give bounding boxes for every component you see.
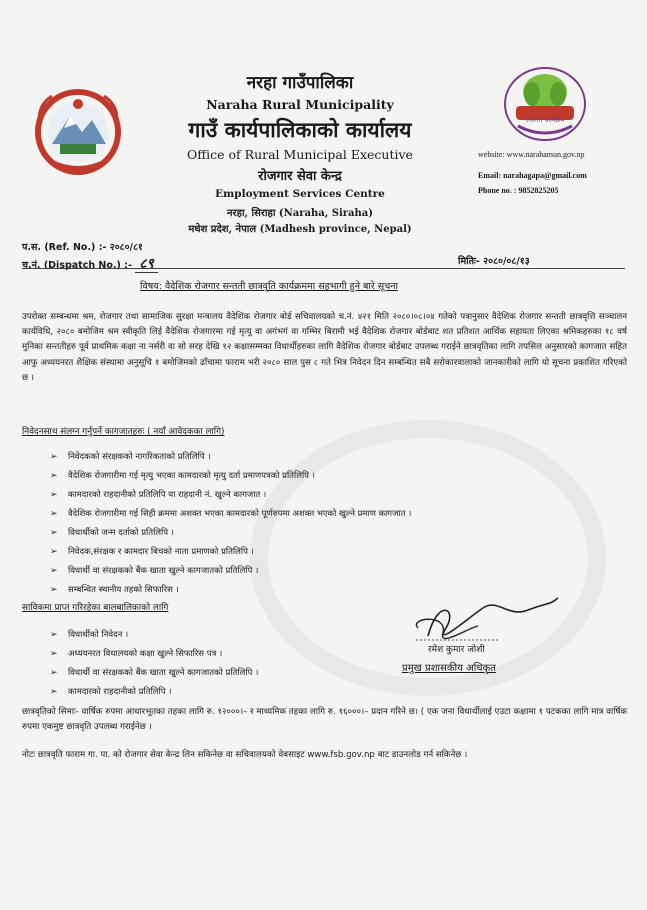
nepal-emblem-icon [30, 86, 126, 178]
email-text: Email: narahagapa@gmail.com [478, 171, 587, 180]
arrow-bullet-icon: ➢ [50, 687, 58, 697]
new-applicants-heading: निवेदनसाथ संलग्न गर्नुपर्ने कागजातहरुः ( नयाँ आवेदकका लागि) [22, 427, 225, 437]
arrow-bullet-icon: ➢ [50, 649, 58, 659]
arrow-bullet-icon: ➢ [50, 471, 58, 481]
arrow-bullet-icon: ➢ [50, 547, 58, 557]
list-item: ➢ सम्बन्धित स्थानीय तहको सिफारिस । [50, 581, 411, 600]
header-divider [22, 268, 625, 269]
arrow-bullet-icon: ➢ [50, 452, 58, 462]
list-item: ➢ अध्ययनरत विधालयको कक्षा खुल्ने सिफारिस पत्र । [50, 645, 258, 664]
note-paragraph: नोटः छात्रवृति फाराम गा. पा. को रोजगार सेवा केन्द्र लिन सकिनेछ वा सचिवालयको वेबसाइट www.fsb.gov.np बाट डाउनलोड गर्न सकिनेछ । [22, 750, 468, 760]
dispatch-label: च.नं. (Dispatch No.) :- [22, 260, 132, 271]
employment-program-logo-icon [502, 64, 588, 144]
list-item: ➢ विधार्थी वा संरक्षकको बैंक खाता खुल्ने कागजातको प्रतिलिपि । [50, 562, 411, 581]
phone-text: Phone no. : 9852825205 [478, 186, 559, 195]
existing-students-heading: साविकमा प्राप्त गरिरहेका बालबालिकाको लागि [22, 603, 169, 613]
arrow-bullet-icon: ➢ [50, 566, 58, 576]
arrow-bullet-icon: ➢ [50, 490, 58, 500]
dispatch-number [22, 254, 158, 273]
signatory-title: प्रमुख प्रशासकीय अधिकृत [402, 663, 496, 674]
municipality-name-np: नरहा गाउँपालिका [246, 73, 354, 93]
signatory-name: रमेश कुमार जोशी [428, 645, 485, 655]
scholarship-limit-paragraph: छात्रवृतिको सिमाः- वार्षिक रुपमा आधारभूतका तहका लागि रु. १२०००।– र माध्यमिक तहका लागि रु. १६०००।– प्रदान गरिने छ। ( एक जना विधार्थीलाई एउटा कक्षामा १ पटकका लागि मात्र वार्षिक रुपमा एकमुष्ट छात्रवृति उपलब्ध गराईनेछ । [22, 707, 627, 733]
notice-date: मितिः- २०८०/०८/१३ [458, 256, 530, 267]
logo-caption: रोजगार कार्यक्रम [525, 116, 565, 124]
new-applicants-list [50, 448, 411, 600]
body-paragraph: उपरोक्त सम्बन्धमा श्रम, रोजगार तथा सामाजिक सुरक्षा मन्त्रालय वैदेशिक रोजगार बोर्ड सचिवालयको च.नं. ४२१ मिति २०८०।०८।०४ गतेको पत्रानुसार वैदेशिक रोजगार सन्तती छात्रवृत्ति सञ्चालन कार्यविधि, २०८० बमोजिम श्रम स्वीकृति लिई वैदेशिक रोजगारमा गई मृत्यु वा अगंभगं वा गम्भिर बिरामी भई वैदेशिक रोजगार बोर्डबाट शत प्रतिशत आर्थिक सहायता लिएका श्रमिकहरुका १८ वर्ष मुनिका सन्ततीहरु पूर्व प्राथमिक कक्षा ना नर्सरी वा सो सरह देखि १२ कक्षासम्मका विधार्थीहरुका लागि वैदेशिक रोजगार बोर्डबाट उपलब्ध गराईने छात्रवृतिका लागि तपसिल अनुसारको कागजात सहित आफु अध्ययनरत शैक्षिक संस्थामा अनुसूचि १ बमोजिमको ढाँचामा फाराम भरी २०८० साल पुस ८ गते भित्र निवेदन दिन सम्बन्धित सबै सरोकारवालाको जानकारीको लागि यो सूचना प्रकाशित गरिएको छ । [22, 312, 627, 383]
website-text: website: www.narahamun.gov.np [478, 150, 585, 159]
office-name-np: गाउँ कार्यपालिकाको कार्यालय [188, 118, 412, 142]
existing-students-list [50, 626, 258, 702]
office-name-en: Office of Rural Municipal Executive [187, 147, 413, 162]
arrow-bullet-icon: ➢ [50, 528, 58, 538]
subject-line: विषय: वैदेशिक रोजगार सन्तती छात्रवृति कार्यक्रममा सहभागी हुने बारे सूचना [140, 281, 398, 292]
list-item: ➢ विधार्थीको जन्म दर्ताको प्रतिलिपि । [50, 524, 411, 543]
address: नरहा, सिराहा (Naraha, Siraha) [227, 208, 373, 219]
arrow-bullet-icon: ➢ [50, 630, 58, 640]
centre-name-np: रोजगार सेवा केन्द्र [258, 169, 342, 184]
municipality-name-en: Naraha Rural Municipality [206, 97, 394, 112]
arrow-bullet-icon: ➢ [50, 509, 58, 519]
list-item: ➢ कामदारको राहदानीको प्रतिलिपि या राहदानी नं. खुल्ने कागजात । [50, 486, 411, 505]
list-item: ➢ वैदेशिक रोजगारीमा गई सिही क्रममा अशक्त भएका कामदारको पूर्णरुपमा अशक्त भएको खुल्ने प्रमाण कागजात । [50, 505, 411, 524]
list-item: ➢ विधार्थीको निवेदन । [50, 626, 258, 645]
list-item: ➢ विधार्थी वा संरक्षकको बैंक खाता खुल्ने कागजातको प्रतिलिपि । [50, 664, 258, 683]
list-item: ➢ निवेदकको संरक्षकको नागरिकताको प्रतिलिपि । [50, 448, 411, 467]
province: मधेश प्रदेश, नेपाल (Madhesh province, Nepal) [188, 224, 412, 235]
list-item: ➢ वैदेशिक रोजगारीमा गई मृत्यु भएका कामदारको मृत्यु दर्ता प्रमाणपत्रको प्रतिलिपि । [50, 467, 411, 486]
list-item: ➢ कामदारको राहदानीको प्रतिलिपि । [50, 683, 258, 702]
arrow-bullet-icon: ➢ [50, 585, 58, 595]
dispatch-value: ८९ [135, 256, 158, 273]
centre-name-en: Employment Services Centre [215, 188, 385, 200]
list-item: ➢ निवेदक,संरक्षक र कामदार बिचको नाता प्रमाणको प्रतिलिपि । [50, 543, 411, 562]
ref-number: प.स. (Ref. No.) :- २०८०/८१ [22, 242, 143, 253]
arrow-bullet-icon: ➢ [50, 668, 58, 678]
